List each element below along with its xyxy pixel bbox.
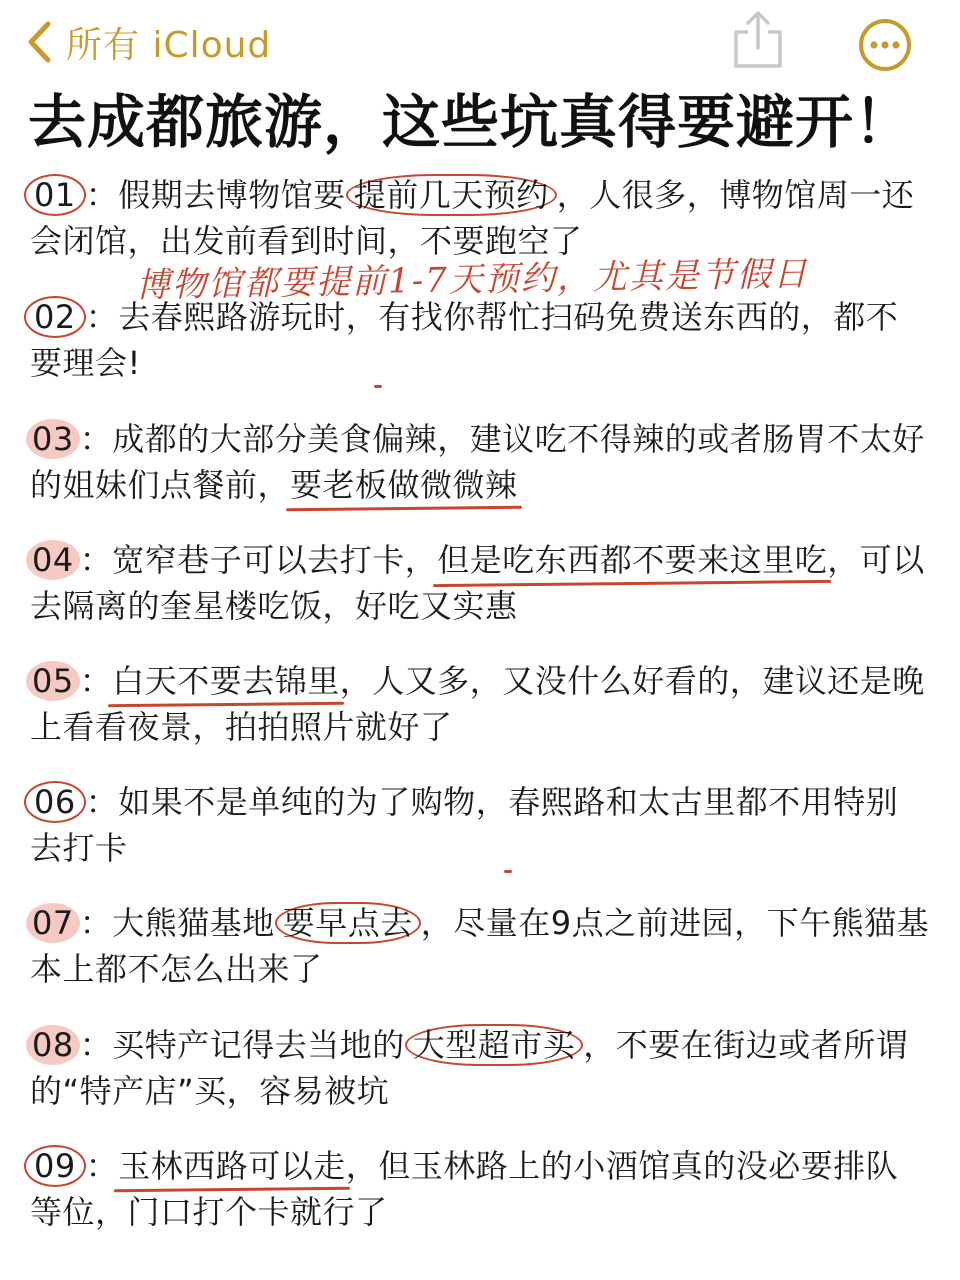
tip-number: 08 (26, 1025, 80, 1065)
navigation-bar (0, 0, 960, 84)
tip-highlight: 有找你帮忙扫码免费送东西的，都不要理会! (30, 298, 899, 382)
tip-highlight: 春熙路和太古里都不用特别去打卡 (30, 783, 899, 867)
handwritten-note: 博物馆都要提前1-7天预约，尤其是节假日 (135, 254, 810, 306)
tip-item: 01 ：假期去博物馆要 提前几天预约 ，人很多，博物馆周一还会闭馆，出发前看到时间，不要跑空了 (30, 172, 930, 264)
share-button[interactable] (732, 10, 784, 70)
tip-highlight: 大型超市买 (405, 1024, 584, 1066)
tip-item: 04 ：宽窄巷子可以去打卡，但是吃东西都不要来这里吃，可以去隔离的奎星楼吃饭，好吃又实惠 (30, 537, 930, 629)
tip-number: 09 (24, 1145, 86, 1187)
tip-item: 08 ：买特产记得去当地的 大型超市买 ，不要在街边或者所谓的“特产店”买，容易被坑 (30, 1022, 930, 1114)
tip-number: 05 (26, 661, 80, 701)
tip-item: 09 ：玉林西路可以走，但玉林路上的小酒馆真的没必要排队等位，门口打个卡就行了 (30, 1143, 930, 1235)
tip-highlight: 白天不要去锦里 (112, 662, 340, 700)
tip-highlight: 提前几天预约 (346, 174, 557, 216)
tip-item: 07 ：大熊猫基地 要早点去 ，尽量在9点之前进园，下午熊猫基本上都不怎么出来了 (30, 900, 930, 992)
tip-highlight: 要早点去 (275, 902, 421, 944)
tip-highlight: 要老板做微微辣 (290, 466, 518, 504)
tip-number: 03 (26, 419, 80, 459)
tip-number: 04 (26, 540, 80, 580)
back-button[interactable] (26, 16, 271, 68)
more-button[interactable] (858, 18, 912, 72)
tip-item: 05 ：白天不要去锦里，人又多，又没什么好看的，建议还是晚上看看夜景，拍拍照片就好了 (30, 658, 930, 750)
tip-highlight: 玉林西路可以走 (118, 1147, 346, 1185)
ellipsis-circle-icon (858, 18, 912, 72)
tip-item: 02 ：去春熙路游玩时，有找你帮忙扫码免费送东西的，都不要理会! (30, 294, 930, 386)
back-label: 所有 iCloud (66, 24, 272, 66)
share-icon (732, 10, 784, 70)
tip-number: 06 (24, 781, 86, 823)
tip-number: 01 (24, 174, 86, 216)
tip-number: 07 (26, 903, 80, 943)
tip-highlight: 但是吃东西都不要来这里吃 (437, 541, 828, 579)
chevron-left-icon (26, 20, 52, 64)
tip-number: 02 (24, 296, 86, 338)
tip-item: 03 ：成都的大部分美食偏辣，建议吃不得辣的或者肠胃不太好的姐妹们点餐前，要老板做微微辣 (30, 416, 930, 508)
note-title: 去成都旅游，这些坑真得要避开！ (28, 88, 914, 156)
tip-item: 06 ：如果不是单纯的为了购物，春熙路和太古里都不用特别去打卡 (30, 779, 930, 871)
